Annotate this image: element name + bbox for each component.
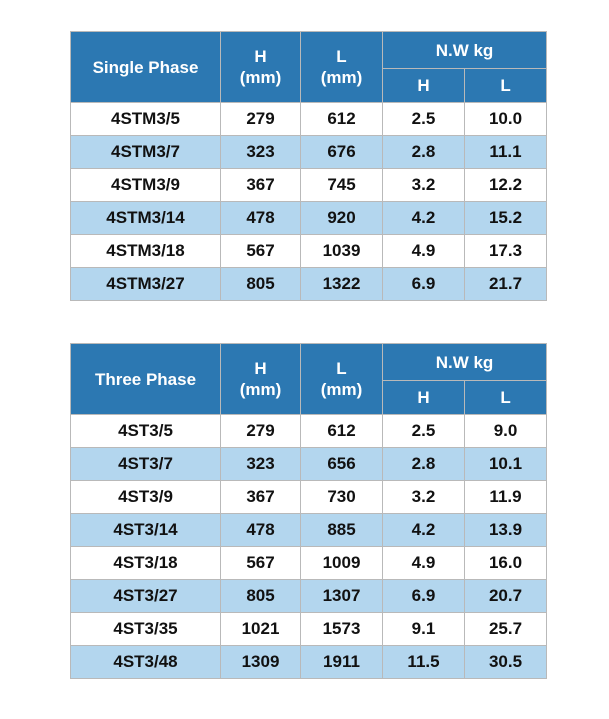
- l-header: [301, 344, 383, 415]
- nw-l-cell: 11.1: [465, 136, 547, 169]
- l-unit: (mm): [320, 380, 363, 399]
- nw-h-cell: 2.8: [383, 448, 465, 481]
- single-phase-table: [70, 31, 547, 301]
- model-cell: 4ST3/5: [71, 415, 221, 448]
- h-header: [221, 344, 301, 415]
- height-cell: 279: [221, 415, 301, 448]
- nw-l-cell: 15.2: [465, 202, 547, 235]
- model-cell: 4ST3/35: [71, 613, 221, 646]
- length-cell: 1911: [301, 646, 383, 679]
- net-weight-header: N.W kg: [383, 344, 547, 381]
- nw-l-cell: 16.0: [465, 547, 547, 580]
- table-row: [71, 169, 547, 202]
- nw-h-cell: 4.2: [383, 202, 465, 235]
- table-row: [71, 268, 547, 301]
- model-cell: 4STM3/14: [71, 202, 221, 235]
- l-unit: (mm): [320, 68, 363, 87]
- nw-h-cell: 2.5: [383, 103, 465, 136]
- length-cell: 1009: [301, 547, 383, 580]
- length-cell: 730: [301, 481, 383, 514]
- l-label: L: [336, 359, 347, 378]
- three-phase-table: [70, 343, 547, 679]
- table-row: [71, 202, 547, 235]
- height-cell: 805: [221, 580, 301, 613]
- h-unit: (mm): [239, 380, 282, 399]
- length-cell: 745: [301, 169, 383, 202]
- nw-h-cell: 4.2: [383, 514, 465, 547]
- nw-l-header: L: [465, 69, 547, 103]
- h-label: H: [254, 359, 267, 378]
- nw-h-header: H: [383, 381, 465, 415]
- model-cell: 4STM3/5: [71, 103, 221, 136]
- model-cell: 4ST3/48: [71, 646, 221, 679]
- length-cell: 612: [301, 103, 383, 136]
- table-row: [71, 235, 547, 268]
- model-cell: 4ST3/9: [71, 481, 221, 514]
- model-cell: 4STM3/7: [71, 136, 221, 169]
- length-cell: 1039: [301, 235, 383, 268]
- nw-l-cell: 17.3: [465, 235, 547, 268]
- length-cell: 1307: [301, 580, 383, 613]
- length-cell: 676: [301, 136, 383, 169]
- model-cell: 4STM3/18: [71, 235, 221, 268]
- nw-l-cell: 21.7: [465, 268, 547, 301]
- length-cell: 1573: [301, 613, 383, 646]
- table-row: [71, 448, 547, 481]
- nw-l-cell: 13.9: [465, 514, 547, 547]
- phase-header: Single Phase: [71, 32, 221, 103]
- table-row: [71, 580, 547, 613]
- height-cell: 1309: [221, 646, 301, 679]
- model-cell: 4ST3/27: [71, 580, 221, 613]
- height-cell: 478: [221, 202, 301, 235]
- nw-l-cell: 20.7: [465, 580, 547, 613]
- height-cell: 367: [221, 169, 301, 202]
- nw-h-cell: 6.9: [383, 580, 465, 613]
- nw-h-cell: 2.8: [383, 136, 465, 169]
- nw-l-cell: 25.7: [465, 613, 547, 646]
- model-cell: 4ST3/14: [71, 514, 221, 547]
- model-cell: 4ST3/7: [71, 448, 221, 481]
- model-cell: 4ST3/18: [71, 547, 221, 580]
- table-row: [71, 481, 547, 514]
- h-header: [221, 32, 301, 103]
- nw-l-cell: 11.9: [465, 481, 547, 514]
- height-cell: 323: [221, 448, 301, 481]
- model-cell: 4STM3/9: [71, 169, 221, 202]
- table-row: [71, 415, 547, 448]
- length-cell: 920: [301, 202, 383, 235]
- phase-header: Three Phase: [71, 344, 221, 415]
- nw-l-header: L: [465, 381, 547, 415]
- h-label: H: [254, 47, 267, 66]
- height-cell: 323: [221, 136, 301, 169]
- h-unit: (mm): [239, 68, 282, 87]
- model-cell: 4STM3/27: [71, 268, 221, 301]
- height-cell: 279: [221, 103, 301, 136]
- table-row: [71, 646, 547, 679]
- table-row: [71, 613, 547, 646]
- nw-l-cell: 10.1: [465, 448, 547, 481]
- nw-h-cell: 9.1: [383, 613, 465, 646]
- height-cell: 1021: [221, 613, 301, 646]
- nw-h-cell: 4.9: [383, 547, 465, 580]
- nw-l-cell: 9.0: [465, 415, 547, 448]
- length-cell: 656: [301, 448, 383, 481]
- height-cell: 478: [221, 514, 301, 547]
- height-cell: 567: [221, 547, 301, 580]
- height-cell: 367: [221, 481, 301, 514]
- nw-h-cell: 6.9: [383, 268, 465, 301]
- nw-h-cell: 11.5: [383, 646, 465, 679]
- nw-h-header: H: [383, 69, 465, 103]
- length-cell: 1322: [301, 268, 383, 301]
- height-cell: 567: [221, 235, 301, 268]
- length-cell: 612: [301, 415, 383, 448]
- table-row: [71, 103, 547, 136]
- net-weight-header: N.W kg: [383, 32, 547, 69]
- height-cell: 805: [221, 268, 301, 301]
- l-header: [301, 32, 383, 103]
- nw-l-cell: 10.0: [465, 103, 547, 136]
- l-label: L: [336, 47, 347, 66]
- length-cell: 885: [301, 514, 383, 547]
- table-row: [71, 136, 547, 169]
- nw-h-cell: 3.2: [383, 481, 465, 514]
- nw-l-cell: 12.2: [465, 169, 547, 202]
- nw-h-cell: 2.5: [383, 415, 465, 448]
- nw-h-cell: 3.2: [383, 169, 465, 202]
- table-row: [71, 514, 547, 547]
- nw-l-cell: 30.5: [465, 646, 547, 679]
- nw-h-cell: 4.9: [383, 235, 465, 268]
- table-row: [71, 547, 547, 580]
